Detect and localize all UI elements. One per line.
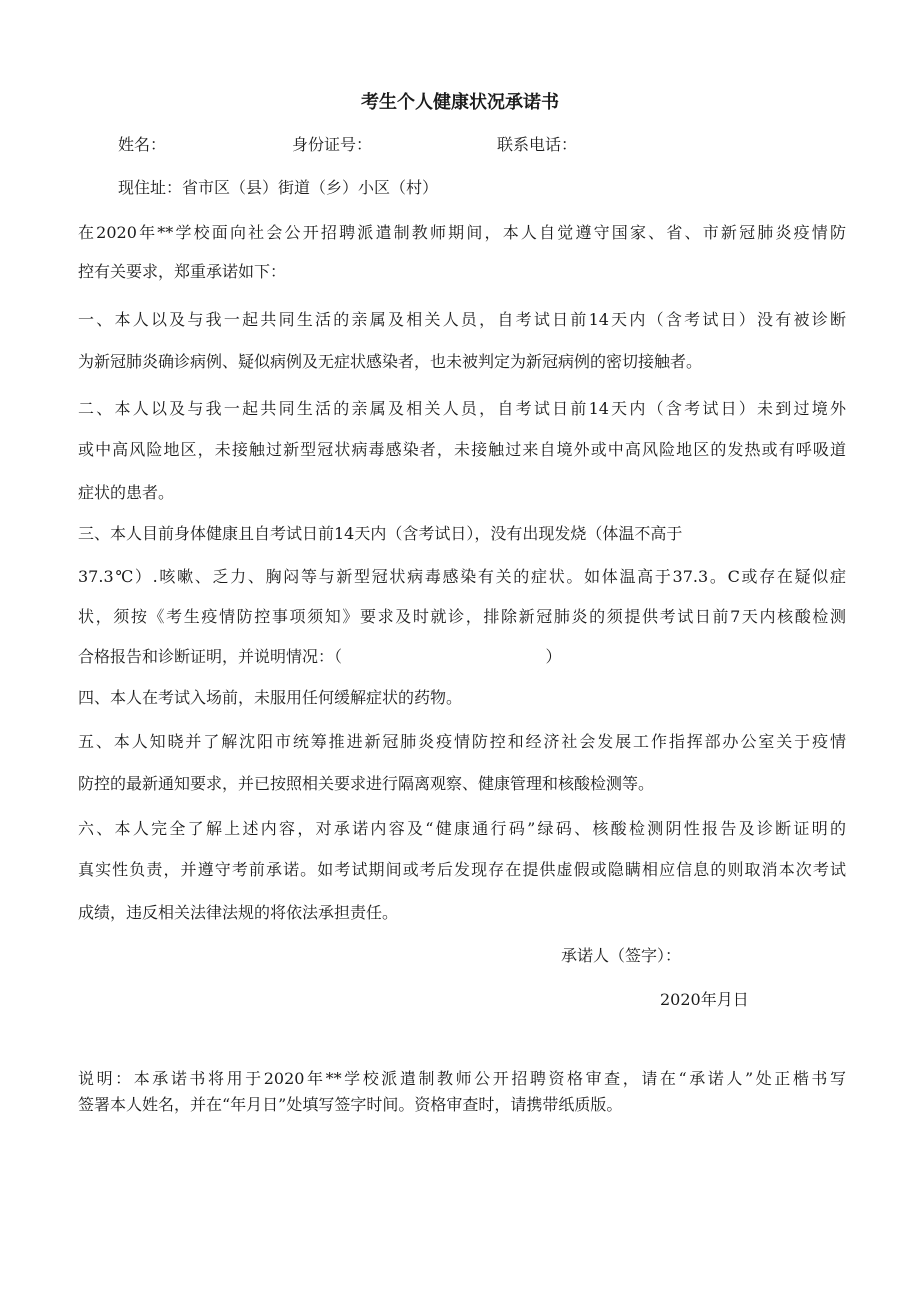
item-3-line-2: 37.3℃）.咳嗽、乏力、胸闷等与新型冠状病毒感染有关的症状。如体温高于37.3。C或存在疑似症 [78,567,846,586]
id-number-label: 身份证号： [292,135,373,154]
item-2-line-3: 症状的患者。 [78,483,175,502]
item-2-line-2: 或中高风险地区，未接触过新型冠状病毒感染者，未接触过来自境外或中高风险地区的发热或有呼吸道 [78,440,846,459]
item-5-line-2: 防控的最新通知要求，并已按照相关要求进行隔离观察、健康管理和核酸检测等。 [78,774,655,793]
item-4-line-1: 四、本人在考试入场前，未服用任何缓解症状的药物。 [78,688,463,707]
name-label: 姓名： [118,135,167,154]
date-label: 2020年月日 [660,990,749,1009]
item-5-line-1: 五、本人知晓并了解沈阳市统筹推进新冠肺炎疫情防控和经济社会发展工作指挥部办公室关于疫情 [78,732,846,751]
page-title: 考生个人健康状况承诺书 [361,92,559,113]
address-line: 现住址：省市区（县）街道（乡）小区（村） [118,178,439,197]
item-6-line-3: 成绩，违反相关法律法规的将依法承担责任。 [78,903,399,922]
item-2-line-1: 二、本人以及与我一起共同生活的亲属及相关人员，自考试日前14天内（含考试日）未到过境外 [78,399,846,418]
note-line-2: 签署本人姓名，并在“年月日”处填写签字时间。资格审查时，请携带纸质版。 [78,1095,623,1114]
item-1-line-1: 一、本人以及与我一起共同生活的亲属及相关人员，自考试日前14天内（含考试日）没有被诊断 [78,310,846,329]
intro-line-2: 控有关要求，郑重承诺如下： [78,262,287,281]
item-3-line-4: 合格报告和诊断证明，并说明情况：（ ） [78,647,562,666]
item-3-line-1: 三、本人目前身体健康且自考试日前14天内（含考试日），没有出现发烧（体温不高于 [78,524,683,543]
phone-label: 联系电话： [497,135,578,154]
item-6-line-2: 真实性负责，并遵守考前承诺。如考试期间或考后发现存在提供虚假或隐瞒相应信息的则取消本次考试 [78,860,846,879]
item-6-line-1: 六、本人完全了解上述内容，对承诺内容及“健康通行码”绿码、核酸检测阴性报告及诊断证明的 [78,819,846,838]
item-3-line-3: 状，须按《考生疫情防控事项须知》要求及时就诊，排除新冠肺炎的须提供考试日前7天内核酸检测 [78,607,846,626]
item-1-line-2: 为新冠肺炎确诊病例、疑似病例及无症状感染者，也未被判定为新冠病例的密切接触者。 [78,352,703,371]
signature-label: 承诺人（签字）： [561,946,682,965]
note-line-1: 说明：本承诺书将用于2020年**学校派遣制教师公开招聘资格审查，请在“承诺人”处正楷书写 [78,1069,846,1088]
intro-line-1: 在2020年**学校面向社会公开招聘派遣制教师期间，本人自觉遵守国家、省、市新冠肺炎疫情防 [78,223,846,242]
